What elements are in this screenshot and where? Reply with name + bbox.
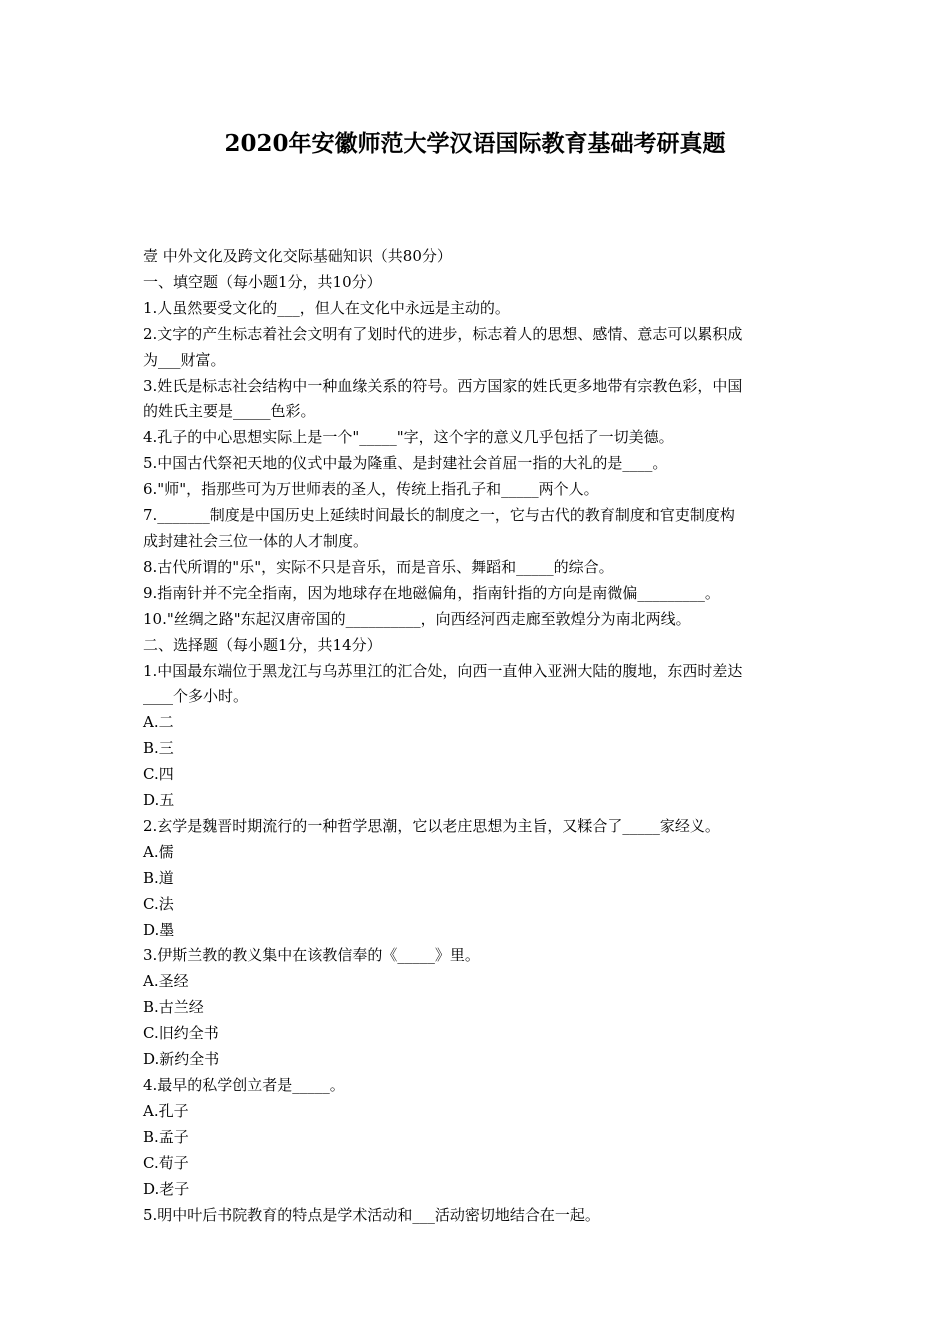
text-line: 2.玄学是魏晋时期流行的一种哲学思潮，它以老庄思想为主旨，又糅合了_____家经义。 [143, 816, 720, 835]
text-line: B.道 [143, 868, 174, 887]
text-line: A.圣经 [143, 972, 189, 991]
text-line: D.五 [143, 791, 175, 810]
text-line: C.荀子 [143, 1153, 189, 1172]
text-line: 4.最早的私学创立者是_____。 [143, 1076, 345, 1094]
text-line: 成封建社会三位一体的人才制度。 [143, 531, 369, 550]
text-line: D.墨 [143, 920, 175, 939]
text-line: 为___财富。 [143, 350, 226, 369]
text-line: 10."丝绸之路"东起汉唐帝国的__________，向西经河西走廊至敦煌分为南北两线。 [143, 609, 691, 628]
text-line: 3.姓氏是标志社会结构中一种血缘关系的符号。西方国家的姓氏更多地带有宗教色彩，中国 [143, 376, 743, 395]
text-line: A.二 [143, 713, 174, 732]
text-line: 壹 中外文化及跨文化交际基础知识（共80分） [143, 247, 452, 265]
text-line: 一、填空题（每小题1分，共10分） [143, 272, 382, 291]
text-line: C.旧约全书 [143, 1024, 219, 1043]
text-line: A.孔子 [143, 1101, 189, 1120]
text-line: 4.孔子的中心思想实际上是一个"_____"字，这个字的意义几乎包括了一切美德。 [143, 428, 674, 447]
text-line: 5.明中叶后书院教育的特点是学术活动和___活动密切地结合在一起。 [143, 1205, 600, 1224]
text-line: 二、选择题（每小题1分，共14分） [143, 635, 382, 654]
text-line: 1.中国最东端位于黑龙江与乌苏里江的汇合处，向西一直伸入亚洲大陆的腹地，东西时差达 [143, 661, 743, 680]
text-line: B.古兰经 [143, 998, 204, 1017]
text-line: 2.文字的产生标志着社会文明有了划时代的进步，标志着人的思想、感情、意志可以累积成 [143, 324, 743, 343]
text-line: 7._______制度是中国历史上延续时间最长的制度之一，它与古代的教育制度和官吏制度构 [143, 506, 735, 525]
text-line: 3.伊斯兰教的教义集中在该教信奉的《_____》里。 [143, 946, 480, 965]
text-line: C.四 [143, 765, 174, 784]
text-line: A.儒 [143, 842, 174, 861]
text-line: B.三 [143, 739, 174, 758]
document-title: 2020年安徽师范大学汉语国际教育基础考研真题 [224, 130, 726, 157]
text-line: 8.古代所谓的"乐"，实际不只是音乐，而是音乐、舞蹈和_____的综合。 [143, 557, 614, 576]
text-line: 6."师"，指那些可为万世师表的圣人，传统上指孔子和_____两个人。 [143, 480, 599, 499]
text-line: 1.人虽然要受文化的___，但人在文化中永远是主动的。 [143, 298, 510, 317]
text-line: C.法 [143, 894, 174, 913]
text-line: D.新约全书 [143, 1050, 220, 1069]
document-body [143, 244, 811, 1228]
text-line: B.孟子 [143, 1127, 189, 1146]
text-line: 的姓氏主要是_____色彩。 [143, 402, 316, 421]
text-line: 5.中国古代祭祀天地的仪式中最为隆重、是封建社会首屈一指的大礼的是____。 [143, 454, 668, 473]
text-line: D.老子 [143, 1179, 190, 1198]
text-line: ____个多小时。 [143, 687, 249, 706]
text-line: 9.指南针并不完全指南，因为地球存在地磁偏角，指南针指的方向是南微偏_________。 [143, 583, 720, 602]
